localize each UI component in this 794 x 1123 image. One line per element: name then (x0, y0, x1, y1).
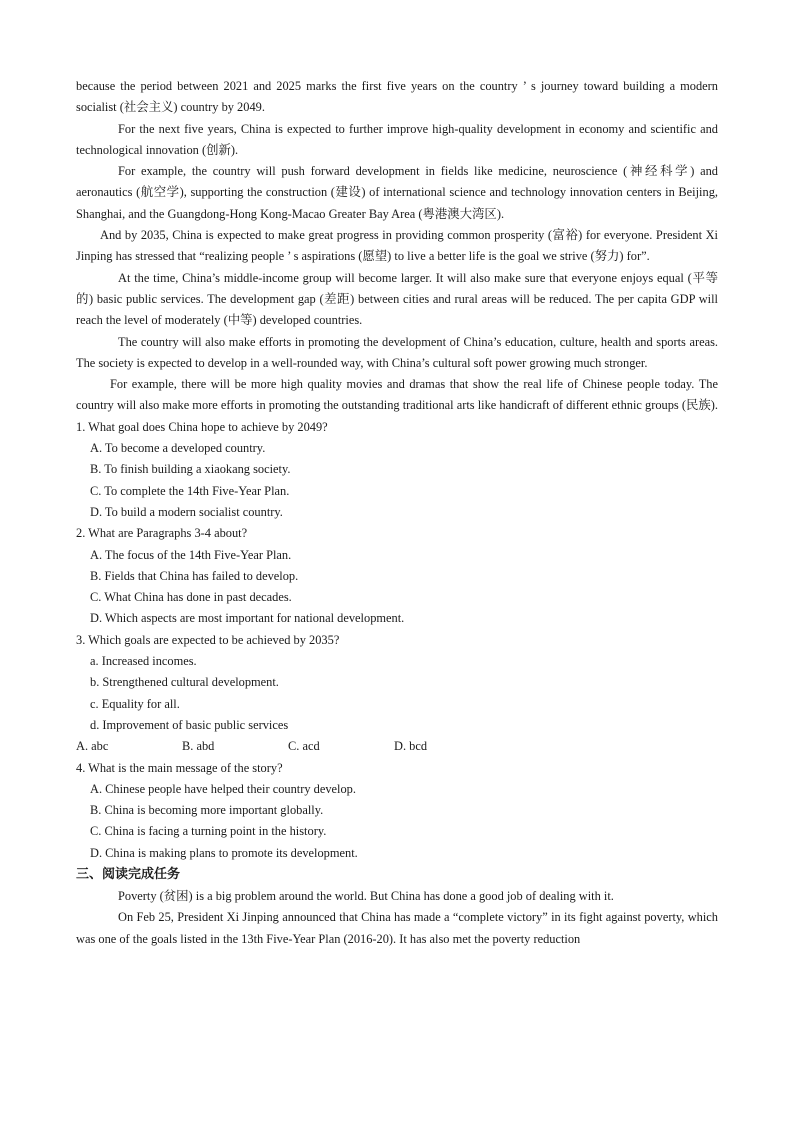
question-stem: 2. What are Paragraphs 3-4 about? (76, 526, 248, 541)
paragraph-1: because the period between 2021 and 2025 marks the first five years on the country ’ s journey toward building a modern socialist (社会主义) country by 2049. (76, 79, 718, 115)
option-a: A. To become a developed country. (90, 441, 266, 456)
option-c: C. China is facing a turning point in the history. (90, 824, 327, 839)
item-a: a. Increased incomes. (90, 654, 197, 669)
combo-option-d: D. bcd (394, 739, 428, 754)
question-4 (76, 758, 718, 864)
item-c: c. Equality for all. (90, 696, 180, 711)
item-d: d. Improvement of basic public services (90, 717, 289, 732)
option-c: C. To complete the 14th Five-Year Plan. (90, 483, 290, 498)
option-b: B. To finish building a xiaokang society. (90, 462, 291, 477)
option-d: D. To build a modern socialist country. (90, 504, 283, 519)
item-b: b. Strengthened cultural development. (90, 675, 279, 690)
option-c: C. What China has done in past decades. (90, 590, 292, 605)
combo-option-c: C. acd (288, 739, 320, 754)
paragraph-7: For example, there will be more high quality movies and dramas that show the real life of Chinese people today. The country will also make more efforts in promoting the outstanding traditional arts like handicraft of different ethnic groups (民族). (76, 377, 718, 413)
combo-option-b: B. abd (182, 739, 215, 754)
paragraph-4: And by 2035, China is expected to make great progress in providing common prosperity (富裕) for everyone. President Xi Jinping has stressed that “realizing people ’ s aspirations (愿望) to live a better life is the goal we strive (努力) for”. (76, 228, 718, 264)
question-stem: 1. What goal does China hope to achieve by 2049? (76, 419, 328, 434)
section-paragraph-1: Poverty (贫困) is a big problem around the world. But China has done a good job of dealing with it. (118, 888, 614, 903)
combo-option-a: A. abc (76, 739, 109, 754)
section-heading: 三、阅读完成任务 (76, 866, 181, 882)
option-b: B. China is becoming more important globally. (90, 803, 324, 818)
question-stem: 3. Which goals are expected to be achieved by 2035? (76, 632, 340, 647)
question-stem: 4. What is the main message of the story? (76, 760, 283, 775)
document-page (76, 76, 718, 950)
option-d: D. Which aspects are most important for national development. (90, 611, 405, 626)
paragraph-5: At the time, China’s middle-income group will become larger. It will also make sure that everyone enjoys equal (平等的) basic public services. The development gap (差距) between cities and rural areas will be reduced. The per capita GDP will reach the level of moderately (中等) developed countries. (76, 270, 718, 328)
option-a: A. The focus of the 14th Five-Year Plan. (90, 547, 292, 562)
paragraph-3: For example, the country will push forward development in fields like medicine, neuroscience (神经科学) and aeronautics (航空学), supporting the construction (建设) of international science and technology innovation centers in Beijing, Shanghai, and the Guangdong-Hong Kong-Macao Greater Bay Area (粤港澳大湾区). (76, 164, 718, 221)
question-3 (76, 630, 718, 758)
paragraph-2: For the next five years, China is expected to further improve high-quality development in economy and scientific and technological innovation (创新). (76, 121, 718, 157)
question-2 (76, 523, 718, 629)
paragraph-6: The country will also make efforts in promoting the development of China’s education, culture, health and sports areas. The society is expected to develop in a well-rounded way, with China’s cultural soft power growing much stronger. (76, 334, 718, 370)
section-paragraph-2: On Feb 25, President Xi Jinping announced that China has made a “complete victory” in its fight against poverty, which was one of the goals listed in the 13th Five-Year Plan (2016-20). It has also met the poverty reduction (76, 910, 718, 946)
option-b: B. Fields that China has failed to develop. (90, 568, 299, 583)
answer-combinations (76, 736, 718, 757)
option-a: A. Chinese people have helped their country develop. (90, 781, 356, 796)
question-1 (76, 417, 718, 523)
option-d: D. China is making plans to promote its development. (90, 845, 358, 860)
